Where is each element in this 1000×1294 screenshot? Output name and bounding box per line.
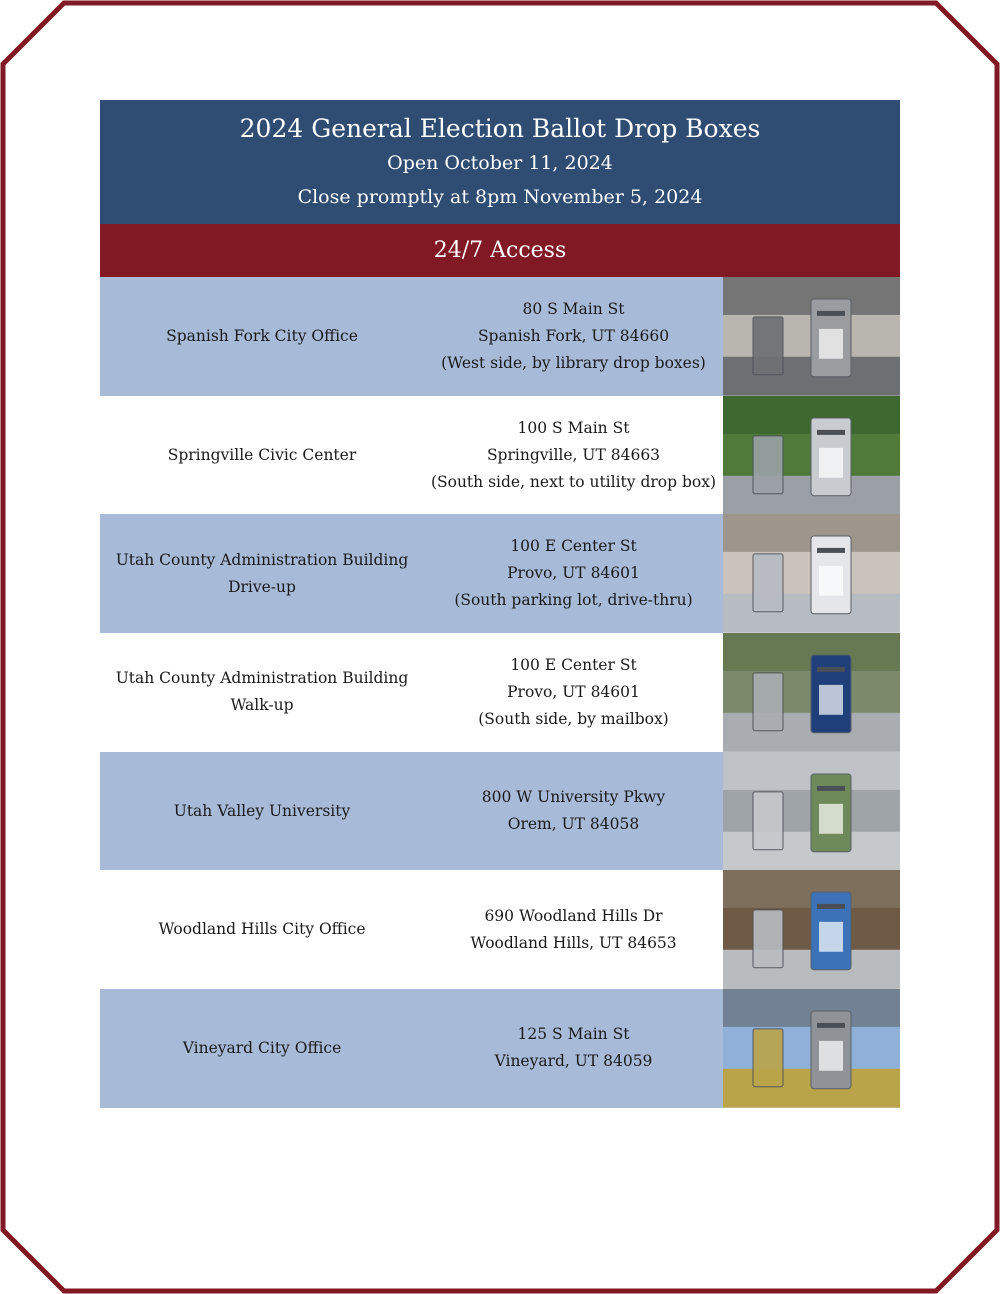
address-line: Orem, UT 84058 — [507, 815, 640, 834]
location-name-line: Spanish Fork City Office — [166, 326, 358, 345]
location-address — [424, 633, 723, 752]
address-line: (South side, by mailbox) — [478, 709, 669, 728]
drop-box-photo — [723, 752, 900, 871]
access-banner: 24/7 Access — [100, 224, 900, 277]
address-line: (West side, by library drop boxes) — [441, 353, 706, 372]
location-name — [100, 277, 424, 396]
location-row — [100, 514, 900, 633]
address-line: Provo, UT 84601 — [507, 682, 640, 701]
location-name-line: Springville Civic Center — [167, 445, 357, 464]
location-row — [100, 752, 900, 871]
address-line: 100 E Center St — [510, 537, 637, 556]
location-name-line: Vineyard City Office — [182, 1038, 342, 1057]
location-address — [424, 277, 723, 396]
address-line: Springville, UT 84663 — [486, 445, 661, 464]
address-line: Vineyard, UT 84059 — [494, 1052, 653, 1071]
location-name-line: Walk-up — [230, 696, 294, 715]
location-name-line: Utah Valley University — [173, 801, 351, 820]
drop-box-photo — [723, 277, 900, 396]
location-address — [424, 752, 723, 871]
drop-box-photo — [723, 870, 900, 989]
location-row — [100, 277, 900, 396]
address-line: Spanish Fork, UT 84660 — [477, 326, 670, 345]
page-title: 2024 General Election Ballot Drop Boxes — [239, 114, 761, 143]
location-name — [100, 989, 424, 1108]
drop-box-photo — [723, 514, 900, 633]
location-name-line: Woodland Hills City Office — [158, 920, 366, 939]
location-name — [100, 752, 424, 871]
address-line: Provo, UT 84601 — [507, 564, 640, 583]
location-name-line: Utah County Administration Building — [115, 550, 409, 569]
locations-table — [100, 277, 900, 1108]
header-banner — [100, 100, 900, 224]
drop-box-photo — [723, 396, 900, 515]
address-line: 100 S Main St — [517, 418, 630, 437]
location-address — [424, 870, 723, 989]
location-name — [100, 396, 424, 515]
location-address — [424, 989, 723, 1108]
location-row — [100, 989, 900, 1108]
location-row — [100, 870, 900, 989]
address-line: (South parking lot, drive-thru) — [454, 591, 693, 610]
location-name — [100, 514, 424, 633]
address-line: 125 S Main St — [517, 1025, 630, 1044]
drop-box-flyer — [100, 100, 900, 1108]
location-name-line: Utah County Administration Building — [115, 669, 409, 688]
location-address — [424, 514, 723, 633]
open-date: Open October 11, 2024 — [387, 152, 613, 174]
address-line: 800 W University Pkwy — [481, 788, 666, 807]
location-row — [100, 396, 900, 515]
close-date: Close promptly at 8pm November 5, 2024 — [297, 186, 703, 208]
address-line: 100 E Center St — [510, 655, 637, 674]
location-name — [100, 870, 424, 989]
drop-box-photo — [723, 989, 900, 1108]
address-line: 690 Woodland Hills Dr — [484, 906, 663, 925]
location-address — [424, 396, 723, 515]
location-row — [100, 633, 900, 752]
location-name-line: Drive-up — [228, 577, 296, 596]
location-name — [100, 633, 424, 752]
address-line: Woodland Hills, UT 84653 — [470, 933, 677, 952]
address-line: (South side, next to utility drop box) — [430, 472, 717, 491]
drop-box-photo — [723, 633, 900, 752]
address-line: 80 S Main St — [522, 299, 625, 318]
